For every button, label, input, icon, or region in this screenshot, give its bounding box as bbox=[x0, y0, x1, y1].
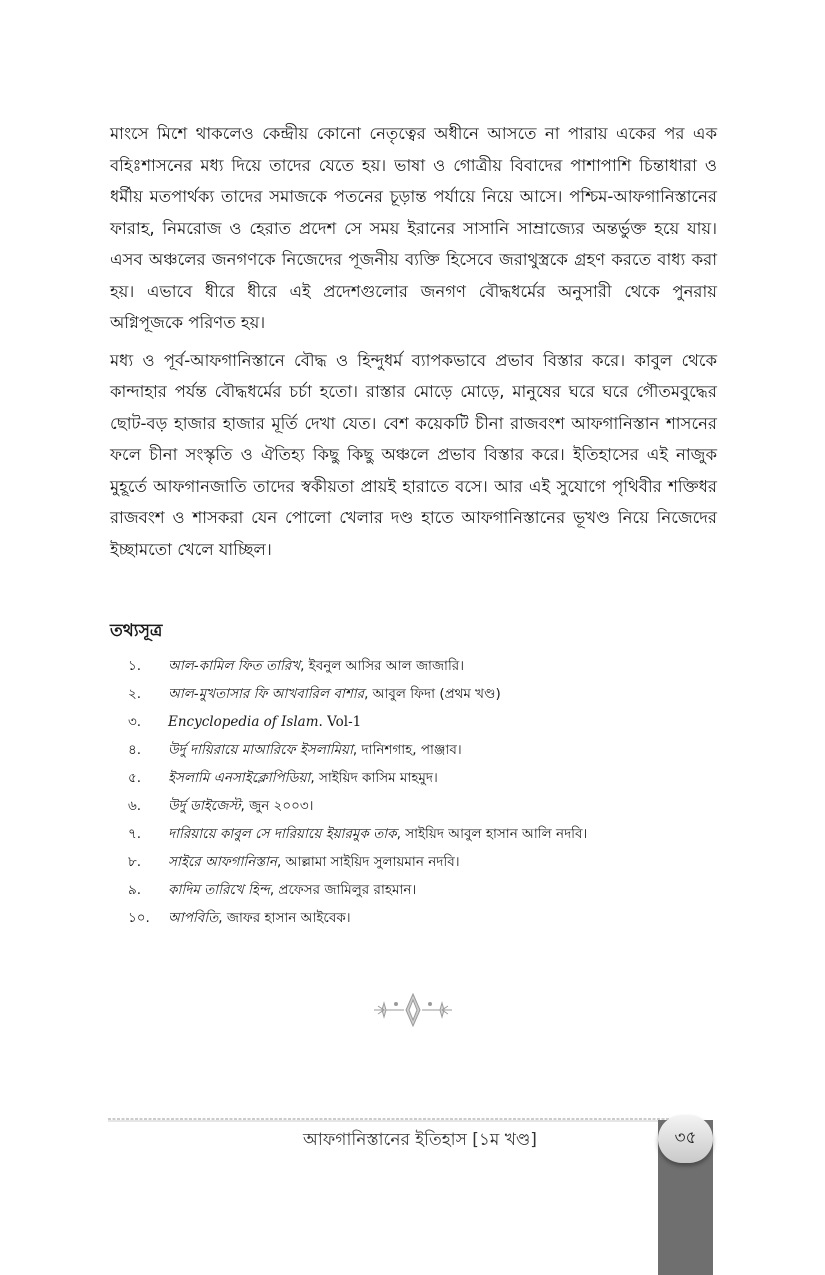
ref-detail: , ইবনুল আসির আল জাজারি। bbox=[300, 658, 465, 674]
ref-title: Encyclopedia of Islam bbox=[168, 714, 319, 730]
ref-number: ৩. bbox=[128, 714, 142, 730]
ref-number: ৪. bbox=[128, 742, 142, 758]
paragraph-1: মাংসে মিশে থাকলেও কেন্দ্রীয় কোনো নেতৃত্বের অধীনে আসতে না পারায় একের পর এক বহিঃশাসনের মধ্য দিয়ে তাদের যেতে হয়। ভাষা ও গোত্রীয় বিবাদের পাশাপাশি চিন্তাধারা ও ধর্মীয় মতপার্থক্য তাদের সমাজকে পতনের চূড়ান্ত পর্যায়ে নিয়ে আসে। পশ্চিম-আফগানিস্তানের ফারাহ, নিমরোজ ও হেরাত প্রদেশ সে সময় ইরানের সাসানি সাম্রাজ্যের অন্তর্ভুক্ত হয়ে যায়। এসব অঞ্চলের জনগণকে নিজেদের পূজনীয় ব্যক্তি হিসেবে জরাথুস্ত্রকে গ্রহণ করতে বাধ্য করা হয়। এভাবে ধীরে ধীরে এই প্রদেশগুলোর জনগণ বৌদ্ধধর্মের অনুসারী থেকে পুনরায় অগ্নিপূজকে পরিণত হয়। bbox=[110, 124, 717, 332]
list-item bbox=[128, 708, 718, 736]
list-item bbox=[128, 764, 718, 792]
ref-detail: . Vol-1 bbox=[318, 714, 362, 730]
ref-detail: , সাইয়িদ আবুল হাসান আলি নদবি। bbox=[396, 826, 588, 842]
ref-title: কাদিম তারিখে হিন্দ bbox=[168, 882, 270, 898]
ref-title: দারিয়ায়ে কাবুল সে দারিয়ায়ে ইয়ারমুক তাক bbox=[168, 826, 397, 842]
ref-detail: , প্রফেসর জামিলুর রাহমান। bbox=[269, 882, 417, 898]
list-item bbox=[128, 792, 718, 820]
ref-detail: , আবুল ফিদা (প্রথম খণ্ড) bbox=[364, 686, 501, 702]
list-item bbox=[128, 904, 718, 932]
list-item bbox=[128, 820, 718, 848]
ref-detail: , আল্লামা সাইয়িদ সুলায়মান নদবি। bbox=[276, 854, 460, 870]
list-item bbox=[128, 680, 718, 708]
ref-number: ৯. bbox=[128, 882, 142, 898]
ref-number: ৮. bbox=[128, 854, 142, 870]
running-title: আফগানিস্তানের ইতিহাস [১ম খণ্ড] bbox=[303, 1130, 537, 1150]
ref-number: ২. bbox=[128, 686, 142, 702]
ref-title: উর্দু দায়িরায়ে মাআরিফে ইসলামিয়া bbox=[168, 742, 353, 758]
ref-title: উর্দু ডাইজেস্ট bbox=[168, 798, 241, 814]
ref-number: ৭. bbox=[128, 826, 142, 842]
ref-detail: , জাফর হাসান আইবেক। bbox=[218, 910, 351, 926]
ref-title: ইসলামি এনসাইক্লোপিডিয়া bbox=[168, 770, 311, 786]
body-text bbox=[110, 118, 717, 571]
ref-number: ৬. bbox=[128, 798, 142, 814]
ref-number: ৫. bbox=[128, 770, 142, 786]
page-number: ৩৫ bbox=[658, 1115, 713, 1163]
ref-title: সাইরে আফগানিস্তান bbox=[168, 854, 277, 870]
paragraph-2: মধ্য ও পূর্ব-আফগানিস্তানে বৌদ্ধ ও হিন্দুধর্ম ব্যাপকভাবে প্রভাব বিস্তার করে। কাবুল থেকে কান্দাহার পর্যন্ত বৌদ্ধধর্মের চর্চা হতো। রাস্তার মোড়ে মোড়ে, মানুষের ঘরে ঘরে গৌতমবুদ্ধের ছোট-বড় হাজার হাজার মূর্তি দেখা যেত। বেশ কয়েকটি চীনা রাজবংশ আফগানিস্তান শাসনের ফলে চীনা সংস্কৃতি ও ঐতিহ্য কিছু কিছু অঞ্চলে প্রভাব বিস্তার করে। ইতিহাসের এই নাজুক মুহূর্তে আফগানজাতি তাদের স্বকীয়তা প্রায়ই হারাতে বসে। আর এই সুযোগে পৃথিবীর শক্তিধর রাজবংশ ও শাসকরা যেন পোলো খেলার দণ্ড হাতে আফগানিস্তানের ভূখণ্ড নিয়ে নিজেদের ইচ্ছামতো খেলে যাচ্ছিল। bbox=[110, 350, 717, 559]
ref-title: আল-কামিল ফিত তারিখ bbox=[168, 658, 301, 674]
ref-title: আল-মুখতাসার ফি আখবারিল বাশার bbox=[168, 686, 365, 702]
ref-number: ১. bbox=[128, 658, 142, 674]
ref-number: ১০. bbox=[128, 910, 150, 926]
ref-detail: , দানিশগাহ, পাঞ্জাব। bbox=[352, 742, 462, 758]
list-item bbox=[128, 736, 718, 764]
ref-detail: , সাইয়িদ কাসিম মাহমুদ। bbox=[310, 770, 438, 786]
ref-title: আপবিতি bbox=[168, 910, 219, 926]
ref-detail: , জুন ২০০৩। bbox=[240, 798, 314, 814]
list-item bbox=[128, 876, 718, 904]
references-heading: তথ্যসূত্র bbox=[110, 621, 163, 641]
footer-rule bbox=[108, 1118, 688, 1122]
diamond-star-ornament-icon bbox=[370, 992, 456, 1028]
references-list bbox=[128, 652, 718, 932]
list-item bbox=[128, 848, 718, 876]
list-item bbox=[128, 652, 718, 680]
